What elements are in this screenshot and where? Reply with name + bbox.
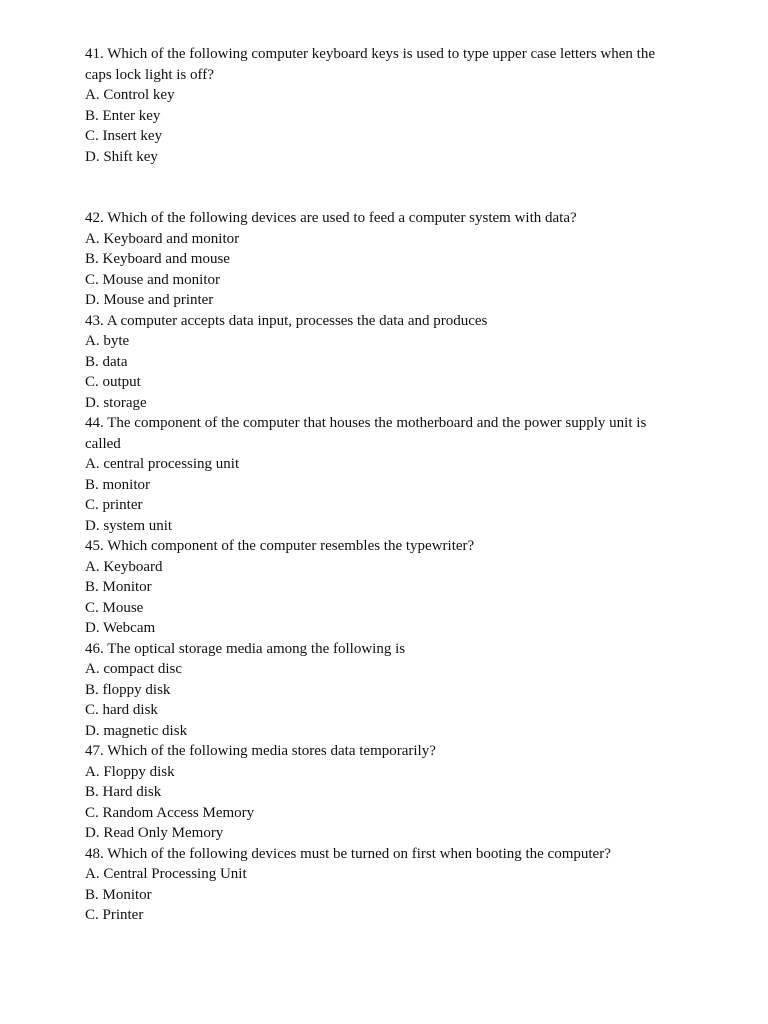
answer-option: C. Random Access Memory	[85, 804, 255, 821]
question-block	[85, 536, 685, 639]
question-number: 44.	[85, 415, 104, 431]
answer-option: B. monitor	[85, 476, 151, 493]
question-number: 45.	[85, 538, 104, 554]
question-number: 43.	[85, 312, 104, 329]
answer-option: B. Keyboard and mouse	[85, 251, 230, 267]
answer-option: C. Mouse	[85, 599, 144, 616]
question-block	[85, 639, 685, 742]
answer-option: A. Keyboard and monitor	[85, 230, 240, 247]
question-text: Which of the following computer keyboard keys is used to type upper case letters when the caps lock light is off?	[85, 46, 655, 83]
question-stem	[85, 208, 685, 229]
answer-option: C. Mouse and monitor	[85, 271, 220, 288]
question-number: 48.	[85, 845, 104, 862]
answer-option: B. floppy disk	[85, 681, 171, 698]
answer-option: D. Read Only Memory	[85, 825, 224, 841]
answer-option: D. system unit	[85, 517, 173, 534]
document-page	[85, 44, 685, 926]
question-text: Which component of the computer resembles the typewriter?	[107, 538, 475, 554]
question-block	[85, 741, 685, 844]
question-number: 42.	[85, 210, 104, 226]
answer-option: B. Enter key	[85, 107, 161, 124]
question-stem	[85, 44, 685, 85]
question-stem	[85, 536, 685, 557]
question-block	[85, 844, 685, 926]
answer-option: B. Monitor	[85, 886, 152, 903]
question-text: The optical storage media among the following is	[107, 640, 406, 657]
question-number: 46.	[85, 640, 104, 657]
answer-option: C. output	[85, 374, 141, 390]
answer-option: C. Insert key	[85, 128, 163, 144]
question-number: 41.	[85, 46, 104, 62]
question-number: 47.	[85, 743, 104, 759]
question-block	[85, 413, 685, 536]
answer-option: A. central processing unit	[85, 456, 240, 472]
answer-option: D. Shift key	[85, 148, 158, 165]
question-block	[85, 311, 685, 414]
question-stem	[85, 311, 685, 332]
question-block	[85, 44, 685, 167]
question-text: The component of the computer that houses the motherboard and the power supply unit is called	[85, 415, 647, 452]
question-stem	[85, 741, 685, 762]
answer-option: D. Mouse and printer	[85, 292, 214, 308]
question-block	[85, 208, 685, 311]
question-text: Which of the following devices must be turned on first when booting the computer?	[107, 845, 611, 862]
answer-option: A. Keyboard	[85, 558, 163, 575]
answer-option: B. data	[85, 353, 128, 370]
question-stem	[85, 413, 685, 454]
answer-option: C. printer	[85, 497, 143, 513]
answer-option: D. storage	[85, 394, 147, 411]
answer-option: B. Monitor	[85, 579, 152, 595]
blank-spacer	[85, 167, 685, 208]
answer-option: A. byte	[85, 333, 130, 349]
answer-option: A. Central Processing Unit	[85, 866, 247, 882]
question-text: Which of the following media stores data temporarily?	[107, 743, 436, 759]
answer-option: A. Floppy disk	[85, 763, 175, 780]
answer-option: B. Hard disk	[85, 784, 162, 800]
question-text: A computer accepts data input, processes the data and produces	[106, 312, 488, 329]
question-text: Which of the following devices are used to feed a computer system with data?	[107, 210, 577, 226]
answer-option: C. hard disk	[85, 702, 158, 718]
question-stem	[85, 639, 685, 660]
answer-option: D. magnetic disk	[85, 722, 188, 739]
answer-option: A. compact disc	[85, 661, 183, 677]
answer-option: D. Webcam	[85, 620, 156, 636]
answer-option: C. Printer	[85, 907, 144, 923]
question-stem	[85, 844, 685, 865]
answer-option: A. Control key	[85, 87, 175, 103]
